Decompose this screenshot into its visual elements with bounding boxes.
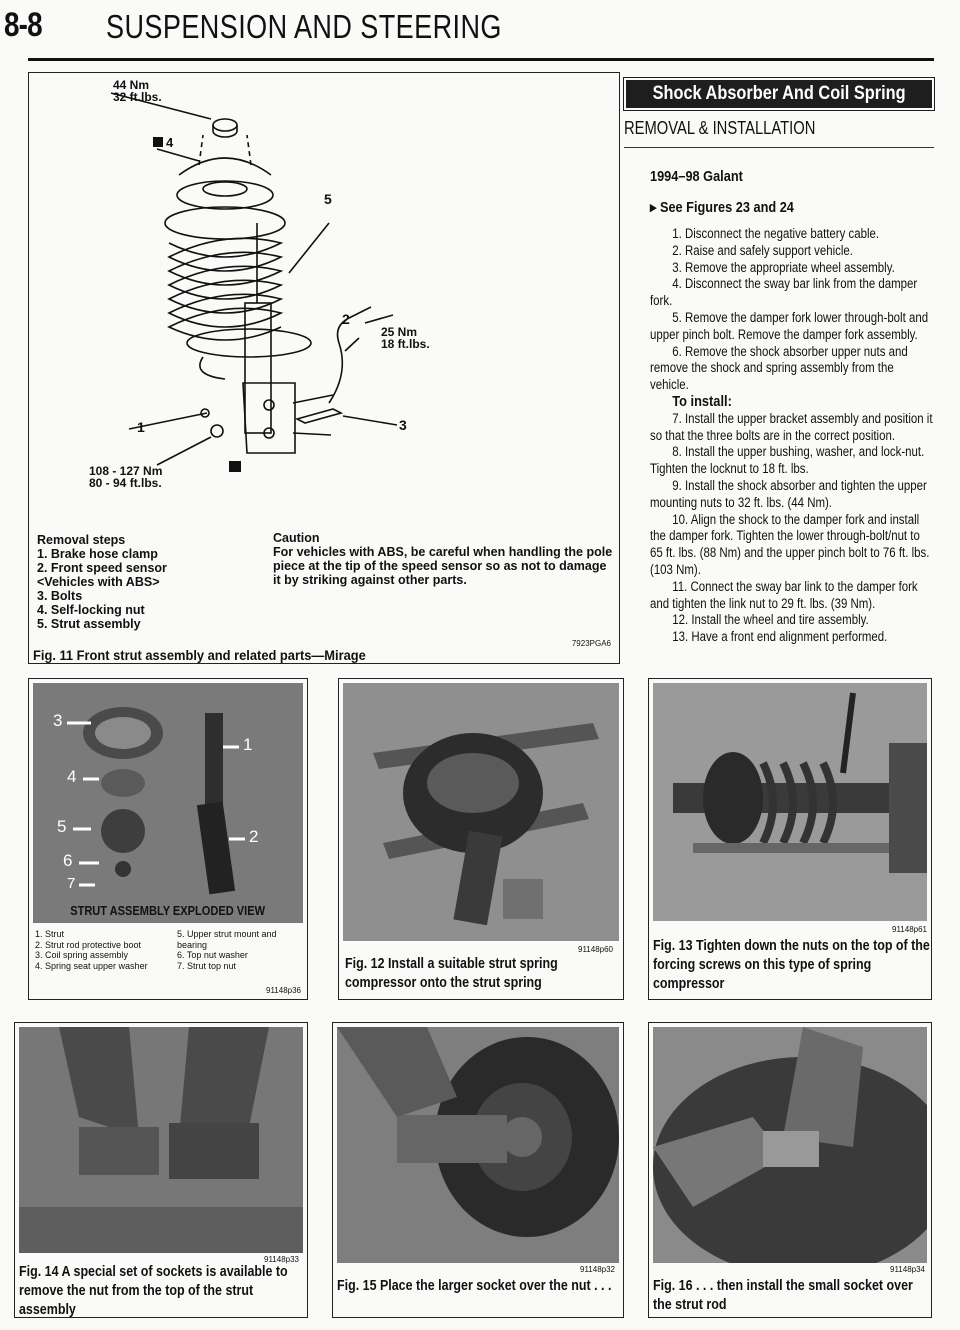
torque-top: 44 Nm 32 ft.lbs. bbox=[113, 78, 162, 104]
step: 3. Remove the appropriate wheel assembly. bbox=[672, 259, 895, 275]
callout-3: 3 bbox=[399, 417, 407, 433]
figure-12 bbox=[338, 678, 624, 1000]
step: 1. Disconnect the negative battery cable. bbox=[672, 226, 880, 241]
figure-code: 91148p61 bbox=[892, 925, 927, 934]
callout-7: 7 bbox=[67, 875, 76, 892]
figure-code: 91148p60 bbox=[578, 945, 613, 954]
figure-code: 7923PGA6 bbox=[571, 639, 611, 648]
figure-caption: Fig. 13 Tighten down the nuts on the top of the forcing screws on this type of spring compressor bbox=[653, 938, 930, 992]
figure-code: 91148p32 bbox=[580, 1265, 615, 1274]
model-heading: 1994–98 Galant bbox=[650, 168, 743, 185]
callout-2: 2 bbox=[249, 827, 259, 846]
step: 13. Have a front end alignment performed. bbox=[672, 629, 888, 645]
step-item: 2. Front speed sensor bbox=[37, 561, 167, 575]
badge-n-low bbox=[229, 461, 241, 472]
section-subtitle: REMOVAL & INSTALLATION bbox=[624, 118, 816, 138]
step: 12. Install the wheel and tire assembly. bbox=[672, 612, 869, 628]
exploded-title: STRUT ASSEMBLY EXPLODED VIEW bbox=[70, 903, 266, 918]
figure-15-photo bbox=[337, 1027, 619, 1263]
see-figures: ▸ See Figures 23 and 24 bbox=[650, 199, 794, 216]
badge-n-top bbox=[153, 137, 163, 147]
exploded-photo bbox=[33, 683, 303, 923]
figure-15 bbox=[332, 1022, 624, 1318]
step: 5. Remove the damper fork lower through-bolt and upper pinch bolt. Remove the damper fork assembly. bbox=[650, 309, 929, 342]
figure-14 bbox=[14, 1022, 308, 1318]
figure-16-photo bbox=[653, 1027, 927, 1263]
caution-note bbox=[273, 531, 613, 587]
step-item: <Vehicles with ABS> bbox=[37, 575, 160, 589]
callout-3: 3 bbox=[53, 711, 63, 730]
callout-1: 1 bbox=[137, 419, 145, 435]
subtitle-rule bbox=[624, 147, 934, 148]
strut-line-drawing bbox=[29, 73, 619, 528]
step: 10. Align the shock to the damper fork and install the damper fork. Tighten the lower through-bolt/nut to 65 ft. lbs. (88 Nm) and the upper pinch bolt to 76 ft. lbs. (103 Nm). bbox=[650, 511, 930, 577]
figure-12-photo bbox=[343, 683, 619, 941]
figure-13 bbox=[648, 678, 932, 1000]
figure-code: 91148p36 bbox=[266, 986, 301, 995]
step: 8. Install the upper bushing, washer, and lock-nut. Tighten the locknut to 18 ft. lbs. bbox=[650, 444, 925, 477]
callout-5: 5 bbox=[57, 817, 67, 836]
step-item: 1. Brake hose clamp bbox=[37, 547, 158, 561]
step: 4. Disconnect the sway bar link from the damper fork. bbox=[650, 276, 918, 309]
figure-14-photo bbox=[19, 1027, 303, 1253]
exploded-view-figure bbox=[28, 678, 308, 1000]
legend-left: 1. Strut 2. Strut rod protective boot 3. Coil spring assembly 4. Spring seat upper washer bbox=[35, 929, 148, 971]
figure-caption: Fig. 12 Install a suitable strut spring compressor onto the strut spring bbox=[345, 956, 558, 991]
callout-5: 5 bbox=[324, 191, 332, 207]
figure-code: 91148p33 bbox=[264, 1255, 299, 1264]
procedure-text bbox=[650, 226, 934, 646]
figure-caption: Fig. 15 Place the larger socket over the nut . . . bbox=[337, 1278, 612, 1294]
callout-2: 2 bbox=[342, 311, 350, 327]
figure-code: 91148p34 bbox=[890, 1265, 925, 1274]
header-rule bbox=[28, 58, 934, 61]
removal-steps bbox=[37, 533, 167, 631]
figure-caption: Fig. 14 A special set of sockets is available to remove the nut from the top of the strut assembly bbox=[19, 1264, 288, 1318]
callout-4: 4 bbox=[166, 135, 174, 150]
callout-1: 1 bbox=[243, 735, 253, 754]
page-title: SUSPENSION AND STEERING bbox=[106, 8, 502, 45]
callout-4: 4 bbox=[67, 767, 77, 786]
torque-mid: 25 Nm 18 ft.lbs. bbox=[381, 325, 430, 351]
step-item: 4. Self-locking nut bbox=[37, 603, 145, 617]
page-number: 8-8 bbox=[4, 6, 42, 44]
torque-low: 108 - 127 Nm 80 - 94 ft.lbs. bbox=[89, 464, 163, 490]
legend-right: 5. Upper strut mount and bearing 6. Top nut washer 7. Strut top nut bbox=[177, 929, 277, 971]
figure-caption: Fig. 16 . . . then install the small socket over the strut rod bbox=[653, 1278, 913, 1313]
figure-caption: Fig. 11 Front strut assembly and related parts—Mirage bbox=[33, 647, 366, 663]
page-header bbox=[0, 0, 960, 62]
step: 11. Connect the sway bar link to the damper fork and tighten the link nut to 29 ft. lbs. (39 Nm). bbox=[650, 578, 918, 611]
figure-13-photo bbox=[653, 683, 927, 921]
step: 7. Install the upper bracket assembly and position it so that the three bolts are in the correct position. bbox=[650, 410, 933, 443]
step: 2. Raise and safely support vehicle. bbox=[672, 242, 853, 258]
steps-title: Removal steps bbox=[37, 533, 126, 547]
step: 6. Remove the shock absorber upper nuts and remove the shock and spring assembly from the vehicle. bbox=[650, 343, 908, 393]
figure-16 bbox=[648, 1022, 932, 1318]
caution-text: For vehicles with ABS, be careful when handling the pole piece at the tip of the speed sensor so as not to damage it by striking against other parts. bbox=[273, 545, 613, 587]
install-heading: To install: bbox=[672, 392, 732, 410]
step-item: 3. Bolts bbox=[37, 589, 83, 603]
section-banner: Shock Absorber And Coil Spring bbox=[624, 78, 934, 110]
caution-title: Caution bbox=[273, 531, 320, 545]
callout-6: 6 bbox=[63, 851, 73, 870]
figure-11 bbox=[28, 72, 620, 664]
step: 9. Install the shock absorber and tighten the upper mounting nuts to 32 ft. lbs. (44 Nm). bbox=[650, 477, 927, 510]
step-item: 5. Strut assembly bbox=[37, 617, 141, 631]
